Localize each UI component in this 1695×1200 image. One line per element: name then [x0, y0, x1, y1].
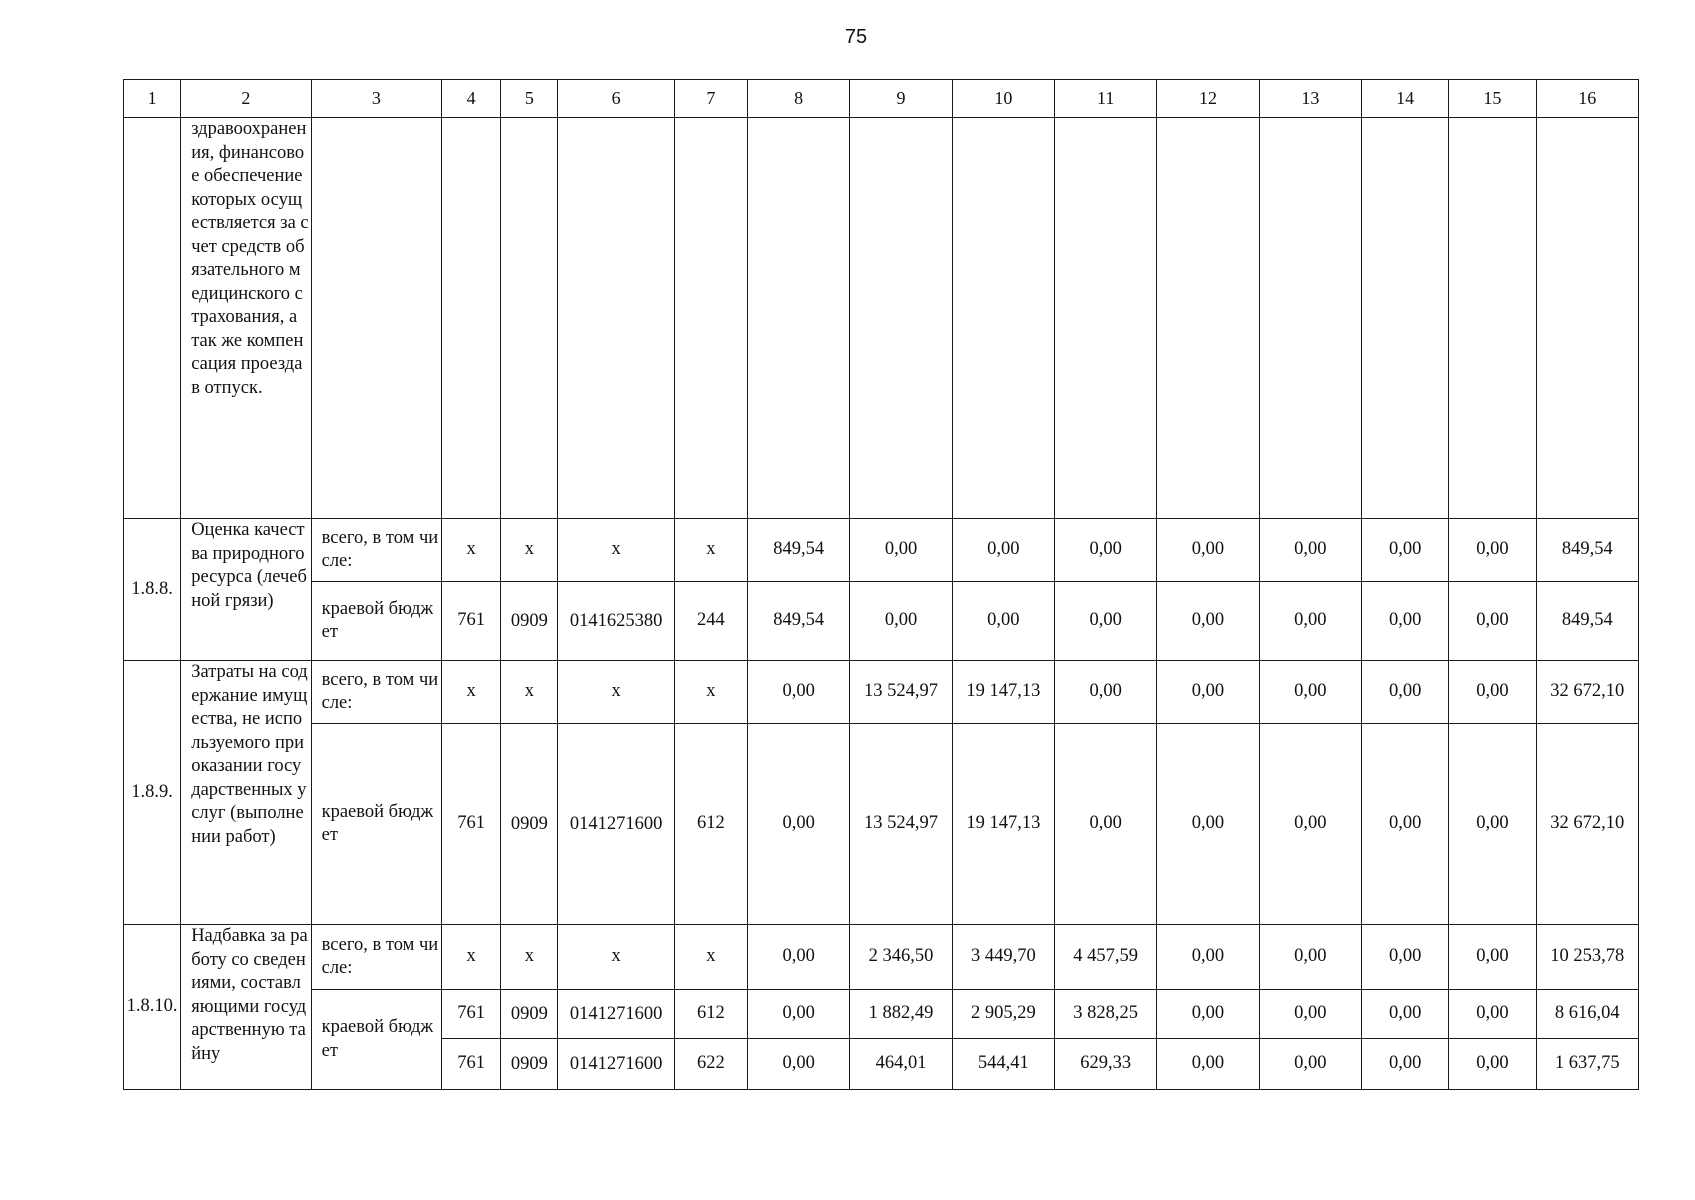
cell-value: 32 672,10	[1536, 661, 1638, 724]
column-header: 7	[674, 80, 747, 118]
cell-value: 0,00	[1055, 519, 1157, 582]
cell-value: 0909	[501, 724, 558, 925]
table-row	[124, 661, 1639, 724]
column-header: 4	[442, 80, 501, 118]
cell-value: 0,00	[1449, 1039, 1536, 1090]
cell-value: 8 616,04	[1536, 990, 1638, 1039]
table-row	[124, 724, 1639, 925]
cell-value: 0,00	[1157, 1039, 1259, 1090]
table-row	[124, 519, 1639, 582]
cell-value: 0,00	[1449, 724, 1536, 925]
column-header: 16	[1536, 80, 1638, 118]
cell-value: 0,00	[1449, 925, 1536, 990]
cell-value: 544,41	[952, 1039, 1054, 1090]
cell-value: х	[442, 661, 501, 724]
cell-value: 761	[442, 582, 501, 661]
cell-value: 0,00	[1055, 661, 1157, 724]
cell-value: х	[674, 661, 747, 724]
cell-value: 0141271600	[558, 990, 674, 1039]
cell-value: 0,00	[1361, 661, 1448, 724]
table-row	[124, 990, 1639, 1039]
cell-value: х	[674, 925, 747, 990]
cell-value: 612	[674, 990, 747, 1039]
column-header: 1	[124, 80, 181, 118]
cell-value: 0,00	[1449, 990, 1536, 1039]
cell-value: 0,00	[1259, 724, 1361, 925]
cell-value: 0,00	[1259, 519, 1361, 582]
cell-value: 0,00	[1361, 990, 1448, 1039]
cell-value: 0909	[501, 1039, 558, 1090]
column-header: 3	[311, 80, 441, 118]
activity-name: Затраты на содержание имущества, не используемого при оказании государственных услуг (выполнении работ)	[181, 661, 311, 925]
cell-value: х	[442, 519, 501, 582]
cell-value: 622	[674, 1039, 747, 1090]
column-header: 8	[748, 80, 850, 118]
cell-value: 0,00	[1361, 724, 1448, 925]
continuation-row	[124, 118, 1639, 519]
row-number: 1.8.10.	[124, 925, 181, 1090]
cell-value: 464,01	[850, 1039, 952, 1090]
cell-value: х	[501, 519, 558, 582]
cell-value: 0,00	[1157, 724, 1259, 925]
cell-value: 0,00	[1449, 661, 1536, 724]
cell-value: 19 147,13	[952, 661, 1054, 724]
cell-value: х	[501, 925, 558, 990]
cell-value: 1 637,75	[1536, 1039, 1638, 1090]
column-header: 15	[1449, 80, 1536, 118]
cell-value: 0,00	[952, 582, 1054, 661]
cell-value: 0,00	[1055, 724, 1157, 925]
cell-value: 0,00	[748, 925, 850, 990]
cell-value: 0,00	[1361, 519, 1448, 582]
cell-value: 0,00	[1055, 582, 1157, 661]
cell-value: 0,00	[1259, 1039, 1361, 1090]
cell-value: 0,00	[952, 519, 1054, 582]
cell-value: 0,00	[1259, 990, 1361, 1039]
cell-value: 0,00	[1259, 582, 1361, 661]
cell-value: 612	[674, 724, 747, 925]
cell-value: 0,00	[1157, 925, 1259, 990]
page-number: 75	[844, 26, 868, 48]
row-number: 1.8.9.	[124, 661, 181, 925]
activity-name: Оценка качества природного ресурса (лечебной грязи)	[181, 519, 311, 661]
cell-value: 13 524,97	[850, 661, 952, 724]
cell-value: 761	[442, 990, 501, 1039]
cell-value: 0,00	[1259, 661, 1361, 724]
cell-value: х	[501, 661, 558, 724]
cell-value: х	[558, 661, 674, 724]
cell-value: 0,00	[1157, 661, 1259, 724]
cell-value: 4 457,59	[1055, 925, 1157, 990]
cell-value: 0,00	[1449, 519, 1536, 582]
table-row	[124, 925, 1639, 990]
table-row	[124, 582, 1639, 661]
cell-value: 0,00	[1157, 582, 1259, 661]
cell-value: 0,00	[1361, 582, 1448, 661]
cell-value: 3 449,70	[952, 925, 1054, 990]
column-header: 10	[952, 80, 1054, 118]
cell-value: 0,00	[1361, 925, 1448, 990]
cell-value: 849,54	[1536, 519, 1638, 582]
cell-value: 0,00	[748, 661, 850, 724]
cell-value: 0909	[501, 582, 558, 661]
row-number: 1.8.8.	[124, 519, 181, 661]
cell-value: 0141625380	[558, 582, 674, 661]
column-header: 9	[850, 80, 952, 118]
cell-value: 0,00	[1157, 519, 1259, 582]
row-number-cell	[124, 118, 181, 519]
column-header: 11	[1055, 80, 1157, 118]
cell-value: 2 346,50	[850, 925, 952, 990]
column-numbers-row	[124, 80, 1639, 118]
funding-source: краевой бюджет	[311, 582, 441, 661]
cell-value: 2 905,29	[952, 990, 1054, 1039]
cell-value: х	[558, 519, 674, 582]
funding-source: краевой бюджет	[311, 990, 441, 1090]
cell-value: 0,00	[1449, 582, 1536, 661]
activity-name: Надбавка за работу со сведениями, составляющими государственную тайну	[181, 925, 311, 1090]
cell-value: х	[674, 519, 747, 582]
cell-value: 629,33	[1055, 1039, 1157, 1090]
activity-name: здравоохранения, финансовое обеспечение которых осуществляется за счет средств обязательного медицинского страхования, а так же компенсация проезда в отпуск.	[181, 118, 311, 519]
cell-value: 3 828,25	[1055, 990, 1157, 1039]
column-header: 12	[1157, 80, 1259, 118]
cell-value: 0909	[501, 990, 558, 1039]
cell-value: 0141271600	[558, 1039, 674, 1090]
cell-value: 10 253,78	[1536, 925, 1638, 990]
funding-source: краевой бюджет	[311, 724, 441, 925]
cell-value: 0,00	[748, 724, 850, 925]
cell-value: 0,00	[1361, 1039, 1448, 1090]
cell-value: 0,00	[748, 1039, 850, 1090]
cell-value: 0,00	[1259, 925, 1361, 990]
cell-value: 0,00	[748, 990, 850, 1039]
cell-value: 849,54	[748, 519, 850, 582]
cell-value: 0,00	[1157, 990, 1259, 1039]
cell-value: 761	[442, 1039, 501, 1090]
cell-value: 0141271600	[558, 724, 674, 925]
cell-value: 32 672,10	[1536, 724, 1638, 925]
budget-table	[123, 79, 1639, 1090]
column-header: 13	[1259, 80, 1361, 118]
cell-value: 849,54	[748, 582, 850, 661]
cell-value: 0,00	[850, 582, 952, 661]
cell-value: 1 882,49	[850, 990, 952, 1039]
cell-value: 244	[674, 582, 747, 661]
column-header: 2	[181, 80, 311, 118]
column-header: 5	[501, 80, 558, 118]
cell-value: 13 524,97	[850, 724, 952, 925]
cell-value: 0,00	[850, 519, 952, 582]
column-header: 6	[558, 80, 674, 118]
funding-source: всего, в том числе:	[311, 519, 441, 582]
funding-source: всего, в том числе:	[311, 925, 441, 990]
cell-value: 19 147,13	[952, 724, 1054, 925]
funding-source: всего, в том числе:	[311, 661, 441, 724]
cell-value: 849,54	[1536, 582, 1638, 661]
column-header: 14	[1361, 80, 1448, 118]
cell-value: х	[558, 925, 674, 990]
cell-value: х	[442, 925, 501, 990]
cell-value: 761	[442, 724, 501, 925]
